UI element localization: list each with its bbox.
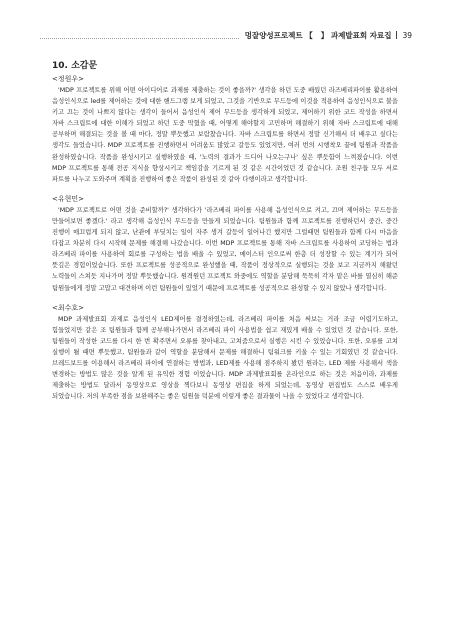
document-body <box>52 58 398 411</box>
author-label: <유현민> <box>52 194 85 203</box>
reflection-section-1 <box>52 74 398 185</box>
reflection-section-2 <box>52 194 398 294</box>
author-label: <최수호> <box>52 303 85 312</box>
section-title: 10. 소감문 <box>52 61 98 71</box>
header-project-name: 멍잘양성프로젝트 【 <box>244 30 313 40</box>
author-label: <정원우> <box>52 75 85 83</box>
reflection-section-3 <box>52 303 398 403</box>
page-header <box>40 28 412 42</box>
header-doc-title: 】 과제발표회 자료집 <box>320 30 392 40</box>
reflection-text: 'MDP 프로젝트로 어떤 것을 준비할까?' 생각하다가 '라즈베리 파이를 사용해 음성인식으로 켜고, 끄며 제어하는 무드등을 만들어보면 좋겠다.' 라고 생각해 음성인식 무드등을 만들게 되었습니다. 팀원들과 함께 프로젝트를 진행하던서 중간, 중간 진행이 매끄럽게 되지 않고, 난관에 부딪치는 일이 자주 생겨 갈등이 일어나긴 했지만 그럴때면 팀원들과 함께 다시 마음을 다잡고 차분히 다시 시작해 문제를 해결해 나갔습니다. 이번 MDP 프로젝트를 통해 자바 스크립트를 사용하여 코딩하는 법과 라즈베리 파이를 사용하여 회로를 구성하는 법을 배울 수 있었고, 메이스터 인으로써 한층 더 성장할 수 있는 계기가 되어 뜻깊은 경험이었습니다. 또한 프로젝트를 성공적으로 완성했을 때, 작품이 정상적으로 실행되는 것을 보고 지금까지 해왔던 노력들이 스쳐듯 지나가며 정말 뿌듯했습니다. 원격원던 프로젝트 와중에도 역할을 분담해 묵묵히 각자 맡은 바를 열심히 해준 팀원들에게 정말 고맙고 대견하며 이런 팀원들이 있었기 때문에 프로젝트를 성공적으로 완성할 수 있지 않았나 생각합니다. <box>52 206 398 292</box>
header-dotted-leader <box>40 32 239 39</box>
header-separator <box>396 31 397 39</box>
reflection-text: MDP 과제발표회 과제로 음성인식 LED제어를 결정하였는데, 라즈베리 파이를 처음 써보는 거라 조금 어렵기도하고, 힘들었지만 같은 조 팀원들과 함께 공부해나가면서 라즈베리 파이 사용법을 쉽고 재밌게 배울 수 있었던 것 같습니다. 또한, 팀원들이 작성한 코드를 다시 한 번 확주면서 오류를 찾아내고, 고쳐줌으로서 실행은 시킨 수 있었습니다. 또한, 오류를 고쳐 실행이 될 때면 뿌듯했고, 팀원들과 같이 역할을 분담해서 문제를 해결하니 팀워크를 키울 수 있는 기회였던 것 같습니다. 브레드보드를 이용해서 라즈베리 파이에 연결하는 방법과, LED제를 사용해 점주하지 봤던 원라는, LED 제를 사용해서 색을 변경하는 방법도 많은 것을 알게 된 유익한 경험 이었습니다. MDP 과제발표회를 온라인으로 하는 것은 처음이라, 과제를 제출하는 방법도 달라서 동영상으로 영상을 찍다보니 동영상 편집을 하게 되었는데, 동영상 편집법도 스스로 배우게 되었습니다. 저의 부족한 점을 보완해주는 좋은 팀원들 덕분에 이렇게 좋은 결과물이 나올 수 있었다고 생각합니다. <box>52 315 398 401</box>
page-number: 39 <box>402 30 412 40</box>
reflection-text: 'MDP 프로젝트를 위해 어떤 아이디어로 과제를 제출하는 것이 좋을까?' 생각을 하던 도중 배웠던 라즈베리파이를 활용하여 음성인식으로 led를 제어하는 것에 대한 핸드그램 보게 되었고, 그것을 기반으로 무드등에 이것을 적용하여 음성인식으로 불을 키고 끄는 것이 나쁘지 않다는 생각이 들어서 음성인식 제어 무드등을 생각하게 되었고, 제어하기 위한 코드 작성을 하면서 자바 스크립트에 대한 이해가 되었고 하던 도중 막혔을 때, 어떻게 해야할지 고민하며 해결하기 위해 자바 스크립트에 대해 공부하며 해결되는 것을 볼 때 마다, 정말 뿌듯했고 보람찼습니다. 자바 스크립트를 하면서 정말 신기해서 더 배우고 싶다는 생각도 들었습니다. MDP 프로젝트를 진행하면서 어려움도 많았고 갈등도 있었지만, 여러 번의 시행착오 끝에 팀원과 작품을 완성하였습니다. 작품을 완성시키고 실행하였을 때, '노력의 결과가 드디어 나오는구나' 싶은 뿌듯함이 느껴졌습니다. 이번 MDP 프로젝트를 통해 전공 지식을 향상시키고 책임감을 기르게 된 것 같은 시간이었던 것 같습니다. 조원 친구들 모두 서로 파트를 나누고 도와주며 계획을 진행하여 좋은 작품이 완성된 것 같아 다행이라고 생각합니다. <box>52 87 398 183</box>
